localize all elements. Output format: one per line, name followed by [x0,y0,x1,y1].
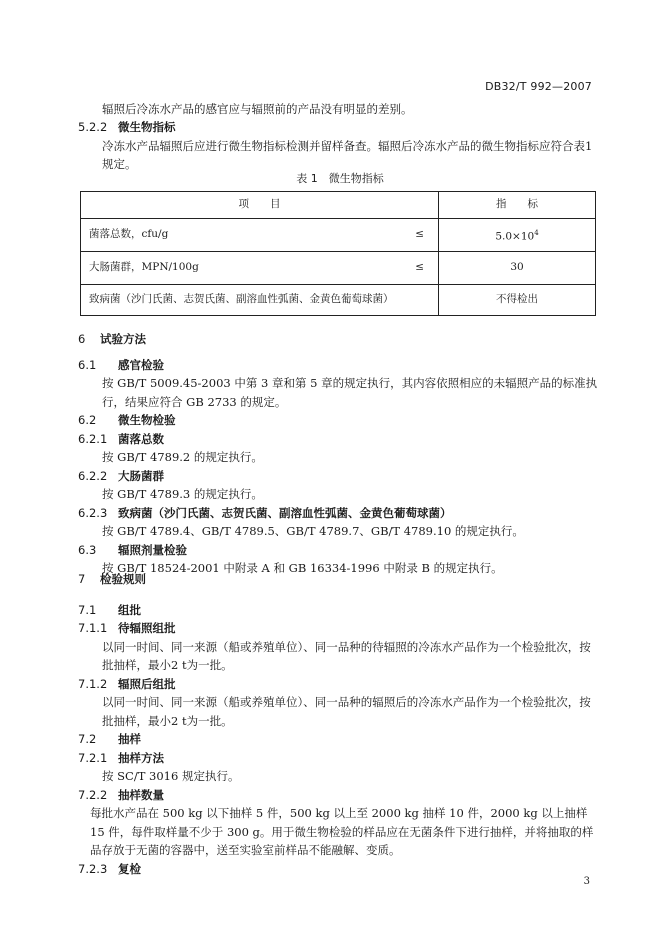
heading-title: 感官检验 [118,357,164,372]
row-item: 大肠菌群，MPN/100g [81,251,387,284]
heading-6-3 [78,541,598,560]
row-symbol: ≤ [386,218,439,251]
paragraph-6-3: 按 GB/T 18524-2001 中附录 A 和 GB 16334-1996 中附录 B 的规定执行。 [102,561,503,575]
heading-title: 微生物检验 [118,413,176,427]
row-value: 30 [439,251,596,284]
heading-number: 7.2 [78,732,97,746]
heading-number: 6.2 [78,413,97,427]
heading-6-2 [78,411,598,430]
heading-title: 抽样数量 [118,787,164,802]
heading-title: 微生物指标 [118,120,176,134]
table-header-row [81,191,596,218]
heading-number: 6.2.3 [78,505,108,520]
row-symbol: ≤ [386,251,439,284]
heading-title: 待辐照组批 [118,621,176,635]
heading-7-1 [78,601,598,620]
heading-7 [78,570,598,589]
paragraph-6-2-3: 按 GB/T 4789.4、GB/T 4789.5、GB/T 4789.7、GB/T 4789.10 的规定执行。 [102,524,524,538]
heading-7-1-1 [78,619,598,638]
row-item: 菌落总数，cfu/g [81,218,387,251]
row-item: 致病菌（沙门氏菌、志贺氏菌、副溶血性弧菌、金黄色葡萄球菌） [81,284,439,315]
section-7 [78,570,598,878]
paragraph-7-2-2: 每批水产品在 500 kg 以下抽样 5 件，500 kg 以上至 2000 kg 抽样 10 件，2000 kg 以上抽样 15 件，每件取样量不少于 300 g。用于微生物检验的样品应在无菌条件下进行抽样，并将抽取的样品存放于无菌的容器中，送至实验室前样品不能融解、变质。 [90,806,594,857]
heading-title: 组批 [118,602,141,617]
header-item: 项 目 [81,191,439,218]
heading-number: 6.3 [78,542,97,557]
heading-7-1-2 [78,675,598,694]
intro-block [78,100,598,119]
heading-6-2-3 [78,504,598,523]
heading-title: 复检 [118,861,141,876]
heading-number: 7.1 [78,602,97,617]
heading-6-1 [78,356,598,375]
value-base: 5.0×10 [495,230,535,242]
heading-number: 6.2.2 [78,468,108,483]
heading-title: 抽样 [118,732,141,746]
paragraph-6-2-1: 按 GB/T 4789.2 的规定执行。 [102,450,263,464]
heading-number: 6 [78,332,86,346]
heading-6 [78,330,598,349]
heading-number: 7 [78,572,86,586]
table-row [81,284,596,315]
heading-5-2-2 [78,118,598,137]
heading-7-2-1 [78,749,598,768]
heading-6-2-2 [78,467,598,486]
heading-title: 抽样方法 [118,750,164,765]
heading-number: 6.2.1 [78,431,108,446]
heading-6-2-1 [78,430,598,449]
paragraph-7-2-1: 按 SC/T 3016 规定执行。 [102,769,240,783]
microbial-index-table [80,191,596,316]
heading-number: 7.1.1 [78,621,108,635]
paragraph-7-1-1: 以同一时间、同一来源（船或养殖单位）、同一品种的待辐照的冷冻水产品作为一个检验批次，按批抽样，最小2 t为一批。 [102,639,591,672]
heading-number: 7.2.1 [78,750,108,765]
row-value [439,218,596,251]
page-number: 3 [583,876,590,887]
heading-number: 7.1.2 [78,676,108,691]
section-6 [78,330,598,578]
heading-7-2-2 [78,786,598,805]
heading-title: 试验方法 [100,332,146,346]
row-value: 不得检出 [439,284,596,315]
heading-title: 菌落总数 [118,431,164,446]
intro-paragraph: 辐照后冷冻水产品的感官应与辐照前的产品没有明显的差别。 [102,102,413,116]
heading-7-2 [78,730,598,749]
heading-title: 致病菌（沙门氏菌、志贺氏菌、副溶血性弧菌、金黄色葡萄球菌） [118,505,452,520]
table-caption: 表 1 微生物指标 [296,172,384,185]
heading-7-2-3 [78,860,598,879]
header-index: 指 标 [439,191,596,218]
paragraph-6-2-2: 按 GB/T 4789.3 的规定执行。 [102,487,263,501]
paragraph-7-1-2: 以同一时间、同一来源（船或养殖单位）、同一品种的辐照后的冷冻水产品作为一个检验批次，按批抽样，最小2 t为一批。 [102,695,591,728]
heading-title: 辐照剂量检验 [118,542,187,557]
table-row [81,251,596,284]
heading-title: 检验规则 [100,572,146,586]
heading-number: 7.2.2 [78,787,108,802]
value-exponent: 4 [534,228,539,237]
standard-code: DB32/T 992—2007 [485,80,592,93]
paragraph-6-1: 按 GB/T 5009.45-2003 中第 3 章和第 5 章的规定执行，其内容依照相应的未辐照产品的标准执行，结果应符合 GB 2733 的规定。 [102,376,598,409]
heading-title: 辐照后组批 [118,676,176,691]
heading-number: 6.1 [78,357,97,372]
table-1-block [80,166,600,316]
heading-number: 7.2.3 [78,861,108,876]
heading-title: 大肠菌群 [118,468,164,483]
heading-number: 5.2.2 [78,120,108,134]
paragraph-5-2-2: 冷冻水产品辐照后应进行微生物指标检测并留样备查。辐照后冷冻水产品的微生物指标应符合表1规定。 [102,138,593,171]
table-row [81,218,596,251]
